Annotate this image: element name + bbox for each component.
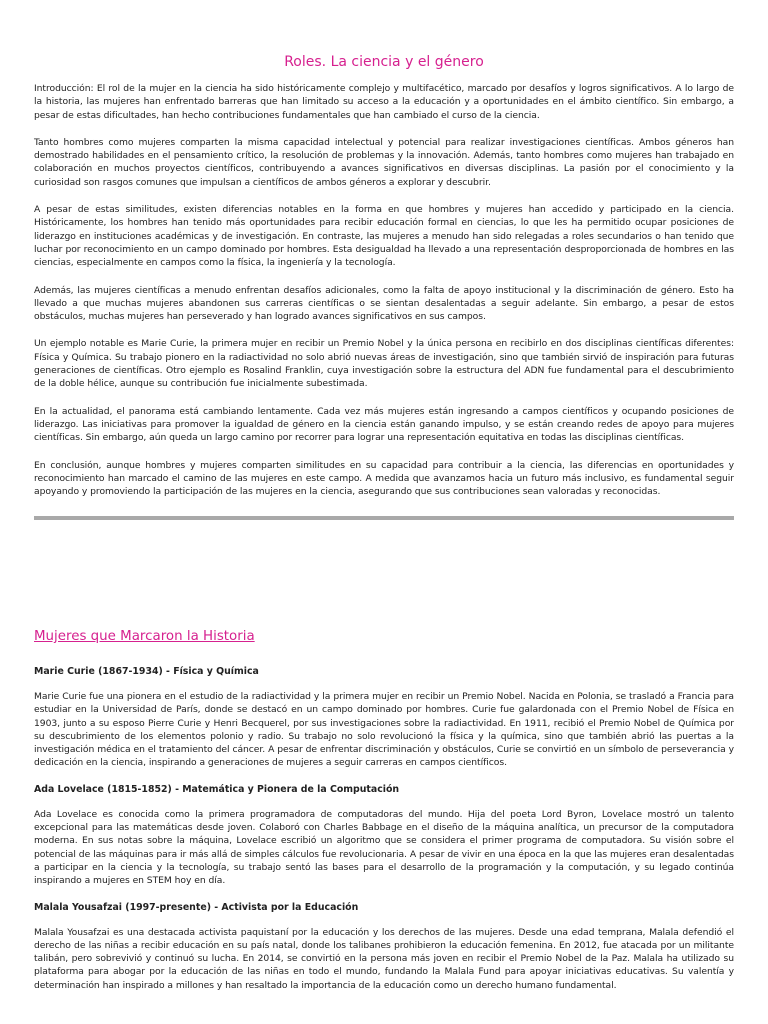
paragraph-similarities: Tanto hombres como mujeres comparten la misma capacidad intelectual y potencial para realizar investigaciones científicas. Ambos géneros han demostrado habilidades en el pensamiento crítico, la resolución de problemas y la innovación. Además, tanto hombres como mujeres han trabajado en colaboración en muchos proyectos científicos, contribuyendo a avances significativos en diversas disciplinas. La pasión por el conocimiento y la curiosidad son rasgos comunes que impulsan a científicos de ambos géneros a explorar y descubrir. xyxy=(34,136,734,188)
person-text-marie-curie: Marie Curie fue una pionera en el estudio de la radiactividad y la primera mujer en recibir un Premio Nobel. Nacida en Polonia, se trasladó a Francia para estudiar en la Universidad de París, donde se destacó en un campo dominado por hombres. Curie fue galardonada con el Premio Nobel de Física en 1903, junto a su esposo Pierre Curie y Henri Becquerel, por sus investigaciones sobre la radiactividad. En 1911, recibió el Premio Nobel de Química por su descubrimiento de los elementos polonio y radio. Su trabajo no solo revolucionó la física y la química, sino que también abrió las puertas a la investigación médica en el tratamiento del cáncer. A pesar de enfrentar discriminación y obstáculos, Curie se convirtió en un símbolo de perseverancia y dedicación en la ciencia, inspirando a generaciones de mujeres a seguir carreras en campos científicos. xyxy=(34,691,734,769)
paragraph-current-outlook: En la actualidad, el panorama está cambiando lentamente. Cada vez más mujeres están ingresando a campos científicos y ocupando posiciones de liderazgo. Las iniciativas para promover la igualdad de género en la ciencia están ganando impulso, y se están creando redes de apoyo para mujeres científicas. Sin embargo, aún queda un largo camino por recorrer para lograr una representación equitativa en todas las disciplinas científicas. xyxy=(34,405,734,444)
paragraph-conclusion: En conclusión, aunque hombres y mujeres comparten similitudes en su capacidad para contribuir a la ciencia, las diferencias en oportunidades y reconocimiento han marcado el camino de las mujeres en este campo. A medida que avanzamos hacia un futuro más inclusivo, es fundamental seguir apoyando y promoviendo la participación de las mujeres en la ciencia, asegurando que sus contribuciones sean valoradas y reconocidas. xyxy=(34,459,734,498)
paragraph-introduction: Introducción: El rol de la mujer en la ciencia ha sido históricamente complejo y multifacético, marcado por desafíos y logros significativos. A lo largo de la historia, las mujeres han enfrentado barreras que han limitado su acceso a la educación y a oportunidades en el ámbito científico. Sin embargo, a pesar de estas dificultades, han hecho contribuciones fundamentales que han cambiado el curso de la ciencia. xyxy=(34,83,734,121)
person-heading-malala-yousafzai: Malala Yousafzai (1997-presente) - Activista por la Educación xyxy=(34,901,359,913)
paragraph-differences: A pesar de estas similitudes, existen diferencias notables en la forma en que hombres y mujeres han accedido y participado en la ciencia. Históricamente, los hombres han tenido más oportunidades para recibir educación formal en ciencias, lo que les ha permitido ocupar posiciones de liderazgo en instituciones académicas y de investigación. En contraste, las mujeres a menudo han sido relegadas a roles secundarios o han tenido que luchar por reconocimiento en un campo dominado por hombres. Esta desigualdad ha llevado a una representación desproporcionada de hombres en las ciencias, especialmente en campos como la física, la ingeniería y la tecnología. xyxy=(34,204,734,269)
section-divider xyxy=(34,516,734,520)
paragraph-examples: Un ejemplo notable es Marie Curie, la primera mujer en recibir un Premio Nobel y la única persona en recibirlo en dos disciplinas científicas diferentes: Física y Química. Su trabajo pionero en la radiactividad no solo abrió nuevas áreas de investigación, sino que también sirvió de inspiración para futuras generaciones de científicas. Otro ejemplo es Rosalind Franklin, cuya investigación sobre la estructura del ADN fue fundamental para el descubrimiento de la doble hélice, aunque su contribución fue inicialmente subestimada. xyxy=(34,338,734,390)
paragraph-challenges: Además, las mujeres científicas a menudo enfrentan desafíos adicionales, como la falta de apoyo institucional y la discriminación de género. Esto ha llevado a que muchas mujeres abandonen sus carreras científicas o se sientan desalentadas a seguir adelante. Sin embargo, a pesar de estos obstáculos, muchas mujeres han perseverado y han logrado avances significativos en sus campos. xyxy=(34,284,734,323)
document-title: Roles. La ciencia y el género xyxy=(284,54,484,70)
person-text-ada-lovelace: Ada Lovelace es conocida como la primera programadora de computadoras del mundo. Hija del poeta Lord Byron, Lovelace mostró un talento excepcional para las matemáticas desde joven. Colaboró con Charles Babbage en el diseño de la máquina analítica, un precursor de la computadora moderna. En sus notas sobre la máquina, Lovelace escribió un algoritmo que se considera el primer programa de computadora. Su visión sobre el potencial de las máquinas para ir más allá de simples cálculos fue revolucionaria. A pesar de vivir en una época en la que las mujeres eran desalentadas a participar en la ciencia y la tecnología, su trabajo sentó las bases para el desarrollo de la programación y la computación, y su legado continúa inspirando a mujeres en STEM hoy en día. xyxy=(34,808,734,887)
person-heading-ada-lovelace: Ada Lovelace (1815-1852) - Matemática y Pionera de la Computación xyxy=(34,783,400,795)
women-section-body xyxy=(34,665,734,1005)
essay-body xyxy=(34,82,734,512)
person-text-malala-yousafzai: Malala Yousafzai es una destacada activista paquistaní por la educación y los derechos de las mujeres. Desde una edad temprana, Malala defendió el derecho de las niñas a recibir educación en su país natal, donde los talibanes prohibieron la educación femenina. En 2012, fue atacada por un militante talibán, pero sobrevivió y continuó su lucha. En 2014, se convirtió en la persona más joven en recibir el Premio Nobel de la Paz. Malala ha utilizado su plataforma para abogar por la educación de las niñas en todo el mundo, fundando la Malala Fund para apoyar iniciativas educativas. Su valentía y determinación han inspirado a millones y han resaltado la importancia de la educación como un derecho humano fundamental. xyxy=(34,926,734,991)
women-section-title: Mujeres que Marcaron la Historia xyxy=(34,629,255,644)
person-heading-marie-curie: Marie Curie (1867-1934) - Física y Química xyxy=(34,666,259,677)
